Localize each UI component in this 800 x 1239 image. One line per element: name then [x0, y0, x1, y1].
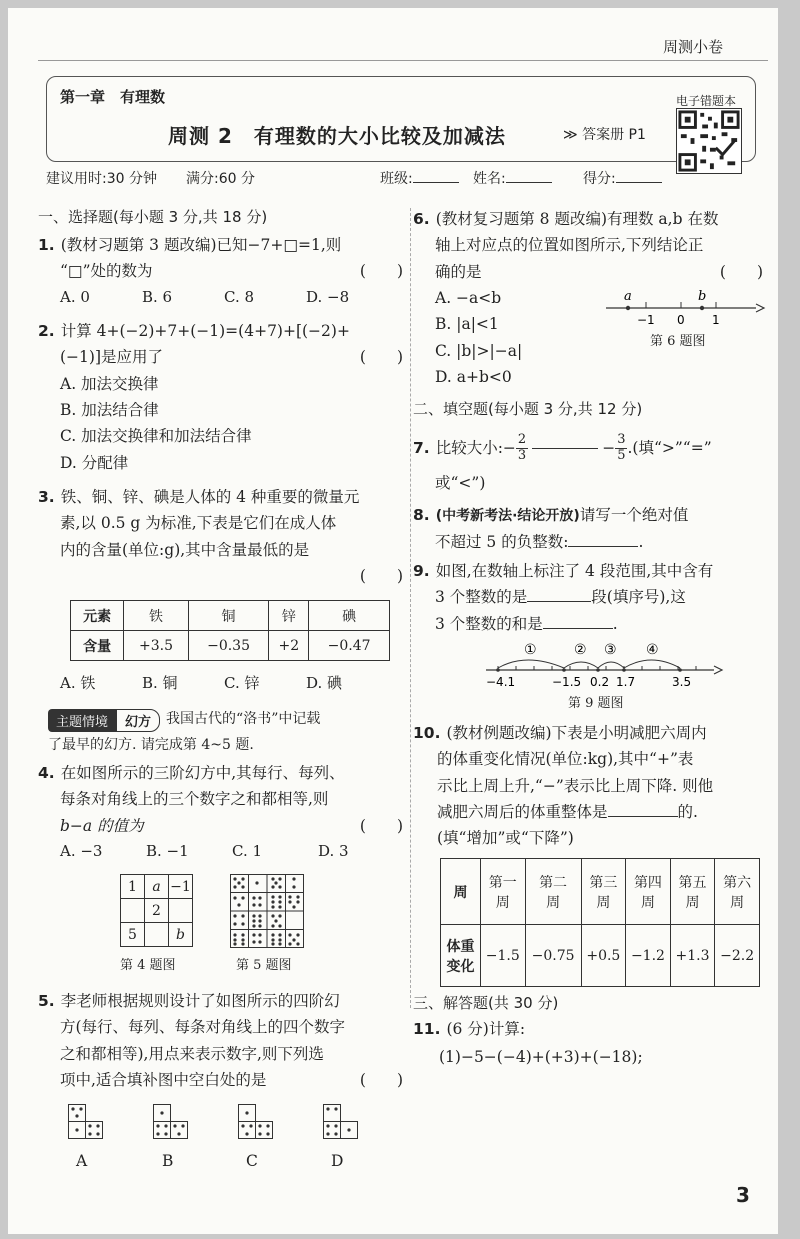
qr-code-icon[interactable]: [676, 108, 742, 174]
q3-options: [60, 672, 388, 693]
name-label: 姓名:: [473, 171, 506, 187]
section-3-heading: 三、解答题(共 30 分): [413, 994, 559, 1012]
q6-option-a[interactable]: A. −a<b: [435, 289, 502, 308]
column-divider: [410, 208, 411, 1008]
q1-option-a[interactable]: A. 0: [60, 287, 90, 306]
section-2-heading: 二、填空题(每小题 3 分,共 12 分): [413, 400, 643, 418]
q5-option-d[interactable]: D: [331, 1152, 344, 1170]
question-7: 7. 比较大小: − $\frac{2}{3}$ − $\frac{3}{5}$ .(填“>”“=”: [413, 431, 712, 463]
q6-label-a: a: [624, 290, 632, 304]
score-field[interactable]: [583, 168, 662, 188]
time-limit: 建议用时:30 分钟: [46, 171, 157, 187]
q6-label-b: b: [698, 290, 707, 304]
q9-tick-4: 1.7: [616, 675, 636, 689]
q9-tick-3: 0.2: [590, 675, 610, 689]
q6-tick-0: 0: [677, 313, 685, 327]
q5-option-c[interactable]: C: [246, 1152, 258, 1170]
question-1: 1. (教材习题第 3 题改编)已知−7+□=1,则 “□”处的数为 ( ) A. 0 B. 6 C. 8 D. −8: [38, 232, 403, 310]
page-title: 周测 2 有理数的大小比较及加减法: [168, 124, 506, 148]
question-11-part-1: (1)−5−(−4)+(+3)+(−18);: [439, 1048, 643, 1066]
answer-reference: ≫ 答案册 P1: [563, 127, 646, 143]
magic-square-4x4-dots: [230, 874, 304, 948]
q6-tick-1: 1: [712, 313, 720, 327]
q4-option-a[interactable]: A. −3: [60, 842, 103, 861]
fig9-caption: 第 9 题图: [568, 696, 624, 711]
q3-option-a[interactable]: A. 铁: [60, 674, 96, 692]
q2-option-d[interactable]: D. 分配律: [60, 453, 129, 472]
question-2: 2. 计算 4+(−2)+7+(−1)=(4+7)+[(−2)+ (−1)]是应用了 ( ) A. 加法交换律 B. 加法结合律 C. 加法交换律和加法结合律 D. 分配律: [38, 318, 403, 476]
q9-segment-3: ③: [604, 642, 617, 658]
page-number: 3: [736, 1183, 750, 1207]
q3-option-c[interactable]: C. 锌: [224, 674, 260, 692]
answer-paren[interactable]: ( ): [719, 262, 763, 281]
q5-option-figures: [68, 1104, 408, 1144]
theme-text: 了最早的幻方. 请完成第 4~5 题.: [48, 737, 254, 753]
question-4: 4. 在如图所示的三阶幻方中,其每行、每列、 每条对角线上的三个数字之和都相等,则 b−a 的值为 ( ) A. −3 B. −1 C. 1 D. 3: [38, 760, 403, 865]
q2-option-c[interactable]: C. 加法交换律和加法结合律: [60, 427, 252, 446]
q10-answer-blank[interactable]: [608, 816, 678, 817]
q6-option-b[interactable]: B. |a|<1: [435, 315, 499, 334]
question-11: 11. (6 分)计算:: [413, 1020, 526, 1038]
q4-options: [38, 839, 403, 865]
q9-segment-4: ④: [646, 642, 659, 658]
q2-option-a[interactable]: A. 加法交换律: [60, 374, 159, 393]
fig5-caption: 第 5 题图: [236, 958, 292, 973]
q2-option-b[interactable]: B. 加法结合律: [60, 401, 159, 420]
q1-option-b[interactable]: B. 6: [142, 287, 173, 306]
q9-sum-blank[interactable]: [543, 628, 613, 629]
question-3: 3. 铁、铜、锌、碘是人体的 4 种重要的微量元 素,以 0.5 g 为标准,下表是它们在成人体 内的含量(单位:g),其中含量最低的是 ( ): [38, 484, 403, 589]
q6-option-c[interactable]: C. |b|>|−a|: [435, 341, 523, 360]
answer-paren[interactable]: ( ): [359, 816, 403, 835]
full-score: 满分:60 分: [186, 171, 255, 187]
class-label: 班级:: [380, 171, 413, 187]
score-label: 得分:: [583, 171, 616, 187]
q3-option-b[interactable]: B. 铜: [142, 674, 178, 692]
theme-tag: 主题情境 幻方 我国古代的“洛书”中记载: [48, 708, 320, 732]
q3-option-d[interactable]: D. 碘: [306, 674, 343, 692]
class-field[interactable]: [380, 168, 459, 188]
q3-table: 元素 铁 铜 锌 碘 含量 +3.5 −0.35 +2 −0.47: [70, 600, 390, 661]
question-5: 5. 李老师根据规则设计了如图所示的四阶幻 方(每行、每列、每条对角线上的四个数字 之和都相等),用点来表示数字,则下列选 项中,适合填补图中空白处的是 ( ): [38, 988, 403, 1093]
q8-answer-blank[interactable]: [568, 546, 638, 547]
q4-option-c[interactable]: C. 1: [232, 842, 263, 861]
question-7-tail: 或“<”): [435, 474, 486, 492]
header-rule: [38, 60, 768, 61]
q9-tick-2: −1.5: [552, 675, 582, 689]
q7-answer-blank[interactable]: [532, 448, 598, 449]
name-field[interactable]: [473, 168, 552, 188]
answer-paren[interactable]: ( ): [359, 1071, 403, 1090]
q9-tick-1: −4.1: [486, 675, 516, 689]
fraction-2-3: $\frac{2}{3}$: [517, 431, 527, 463]
corner-label: 周测小卷: [663, 38, 724, 56]
q4-option-d[interactable]: D. 3: [318, 842, 349, 861]
q9-segment-blank[interactable]: [527, 601, 591, 602]
chapter-label: 第一章 有理数: [60, 88, 166, 106]
q9-segment-1: ①: [524, 642, 537, 658]
q6-number-line: [606, 290, 766, 330]
question-6: 6. (教材复习题第 8 题改编)有理数 a,b 在数 轴上对应点的位置如图所示,下列结论正 确的是 ( ) A. −a<b B. |a|<1 C. |b|>|−a| D. a+b<0: [413, 206, 763, 390]
q6-option-d[interactable]: D. a+b<0: [435, 368, 512, 387]
worksheet-page: [8, 8, 778, 1234]
answer-paren[interactable]: ( ): [359, 262, 403, 281]
q5-option-b[interactable]: B: [162, 1152, 174, 1170]
fig6-caption: 第 6 题图: [650, 334, 706, 349]
q9-number-line: [486, 638, 726, 692]
question-10: 10. (教材例题改编)下表是小明减肥六周内 的体重变化情况(单位:kg),其中“+”表 示比上周上升,“−”表示比上周下降. 则他 减肥六周后的体重整体是 的. (填“增加”或“下降”): [413, 724, 714, 848]
q1-option-d[interactable]: D. −8: [306, 287, 350, 306]
q1-option-c[interactable]: C. 8: [224, 287, 255, 306]
q9-segment-2: ②: [574, 642, 587, 658]
q9-tick-5: 3.5: [672, 675, 692, 689]
q1-options: [38, 285, 403, 311]
qr-label: 电子错题本: [676, 94, 737, 108]
answer-paren[interactable]: ( ): [359, 348, 403, 367]
magic-square-3x3: 1 a −1 2 5 b: [120, 874, 193, 947]
fraction-3-5: $\frac{3}{5}$: [617, 431, 626, 463]
q4-option-b[interactable]: B. −1: [146, 842, 189, 861]
fig4-caption: 第 4 题图: [120, 958, 176, 973]
section-1-heading: 一、选择题(每小题 3 分,共 18 分): [38, 208, 268, 226]
answer-paren[interactable]: ( ): [359, 567, 403, 586]
question-8: 8. (中考新考法·结论开放)请写一个绝对值 不超过 5 的负整数: .: [413, 506, 689, 551]
question-9: 9. 如图,在数轴上标注了 4 段范围,其中含有 3 个整数的是 段(填序号),这 3 个整数的和是 .: [413, 562, 714, 633]
q6-tick-neg1: −1: [637, 313, 655, 327]
q5-option-a[interactable]: A: [76, 1152, 88, 1170]
q10-weight-table: 周 第一 周 第二 周 第三 周 第四 周 第五 周 第六 周 体重 变化 −1.5 −0.75 +0.5 −1.2 +1.3 −2.2: [440, 858, 760, 987]
